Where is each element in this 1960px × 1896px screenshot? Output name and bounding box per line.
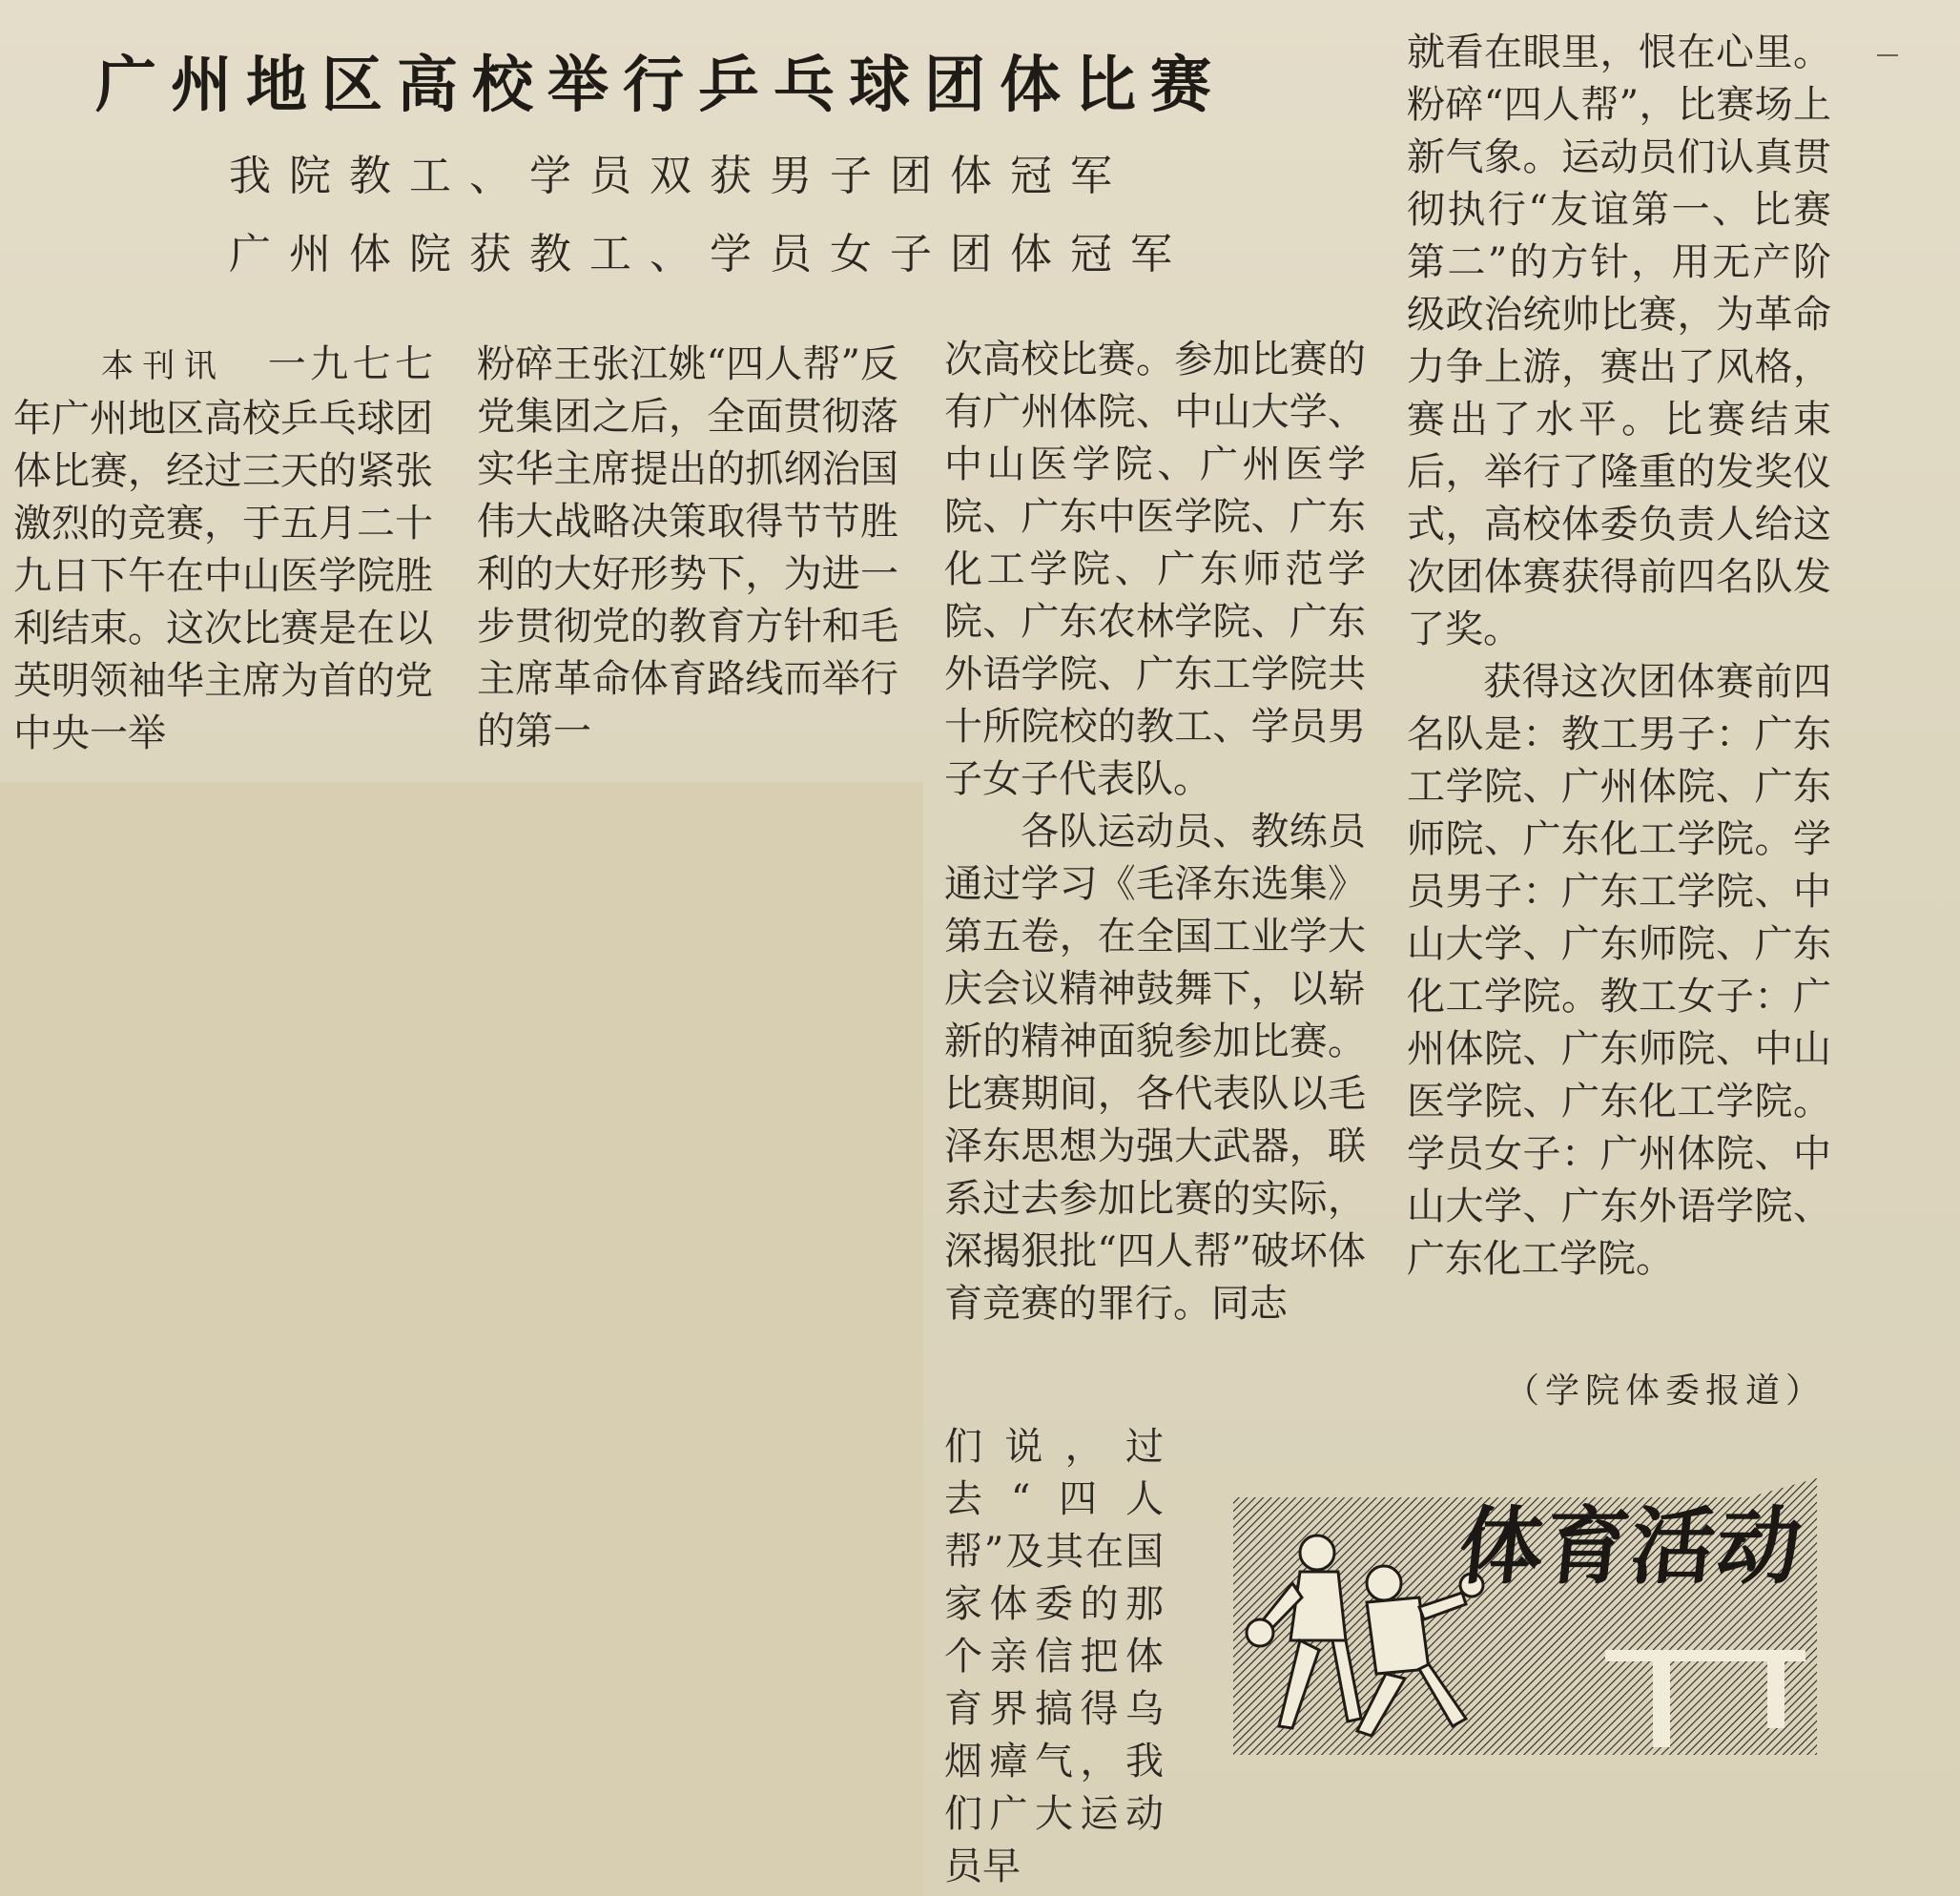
blank-area [0, 782, 923, 1896]
byline-credit: （学院体委报道） [1505, 1371, 1826, 1411]
article-column-3 [944, 334, 1366, 1330]
subheadline-women: 广州体院获教工、学员女子团体冠军 [229, 230, 1190, 278]
column-4-paragraph-2: 获得这次团体赛前四名队是：教工男子：广东工学院、广州体院、广东师院、广东化工学院。学员男子：广东工学院、中山大学、广东师院、广东化工学院。教工女子：广州体院、广东师院、中山医学院、广东化工学院。学员女子：广州体院、中山大学、广东外语学院、广东化工学院。 [1407, 660, 1831, 1281]
column-3-paragraph-1: 次高校比赛。参加比赛的有广州体院、中山大学、中山医学院、广州医学院、广东中医学院、广东化工学院、广东师范学院、广东农林学院、广东外语学院、广东工学院共十所院校的教工、学员男子女子代表队。 [944, 338, 1366, 801]
dateline: 本刊讯 [101, 347, 226, 385]
article-column-3-continued [944, 1421, 1164, 1893]
column-4-paragraph-1: 就看在眼里，恨在心里。粉碎“四人帮”，比赛场上新气象。运动员们认真贯彻执行“友谊第一、比赛第二”的方针，用无产阶级政治统帅比赛，为革命力争上游，赛出了风格，赛出了水平。比赛结束后，举行了隆重的发奖仪式，高校体委负责人给这次团体赛获得前四名队发了奖。 [1407, 31, 1831, 651]
column-2-text: 粉碎王张江姚“四人帮”反党集团之后，全面贯彻落实华主席提出的抓纲治国伟大战略决策取得节节胜利的大好形势下，为进一步贯彻党的教育方针和毛主席革命体育路线而举行的第一 [477, 342, 898, 753]
column-3-paragraph-3: 们说，过去“四人帮”及其在国家体委的那个亲信把体育界搞得乌烟瘴气，我们广大运动员早 [944, 1425, 1164, 1888]
article-column-2 [477, 339, 898, 758]
subheadline-men: 我院教工、学员双获男子团体冠军 [229, 152, 1130, 200]
column-1-text: 一九七七年广州地区高校乒乓球团体比赛，经过三天的紧张激烈的竞赛，于五月二十九日下午在中山医学院胜利结束。这次比赛是在以英明领袖华主席为首的党中央一举 [13, 342, 434, 755]
headline: 广州地区高校举行乒乓球团体比赛 [95, 51, 1226, 121]
column-3-paragraph-2: 各队运动员、教练员通过学习《毛泽东选集》第五卷，在全国工业学大庆会议精神鼓舞下，以崭新的精神面貌参加比赛。比赛期间，各代表队以毛泽东思想为强大武器，联系过去参加比赛的实际，深揭狠批“四人帮”破坏体育竞赛的罪行。同志 [944, 810, 1366, 1326]
article-column-4 [1407, 27, 1831, 1286]
margin-rule [1877, 54, 1898, 56]
logo-title: 体育活动 [1454, 1497, 1808, 1596]
sports-activities-logo [1233, 1478, 1817, 1755]
article-column-1 [13, 339, 433, 760]
